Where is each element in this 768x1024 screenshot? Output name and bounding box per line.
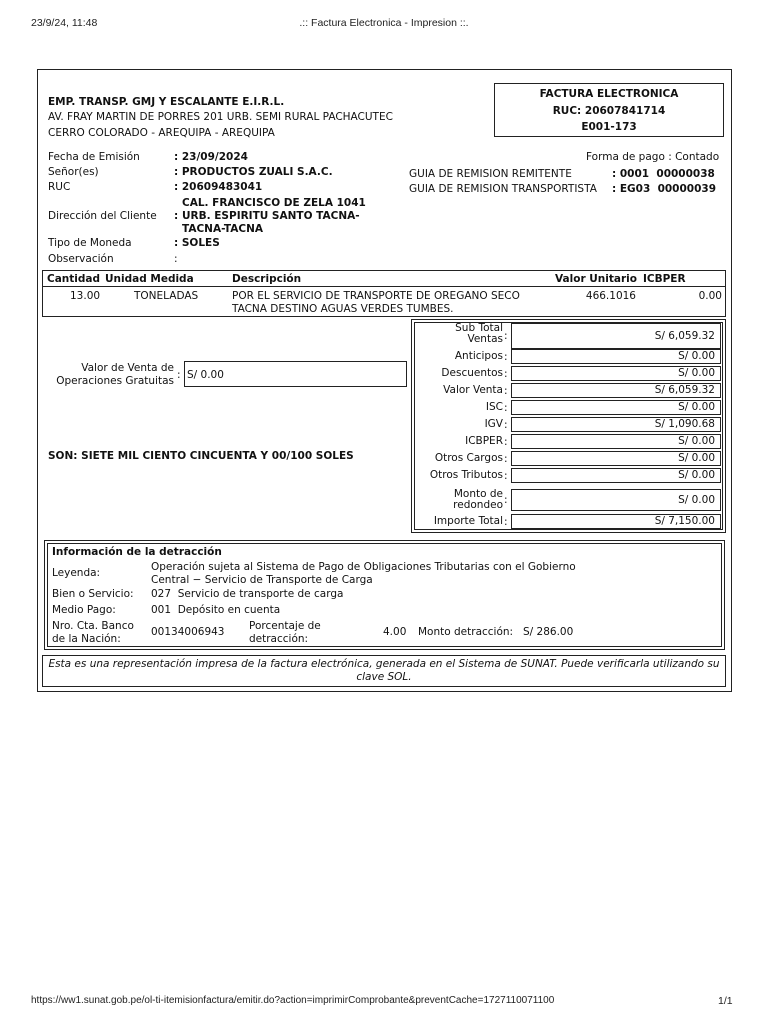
totals-colon: : [504, 350, 508, 363]
item-valor-unitario: 466.1016 [585, 290, 636, 302]
amount-in-words: SON: SIETE MIL CIENTO CINCUENTA Y 00/100 SOLES [48, 450, 354, 462]
direccion-label: Dirección del Cliente [48, 210, 157, 222]
totals-colon: : [504, 435, 508, 448]
totals-value: S/ 0.00 [511, 434, 721, 449]
totals-label: IGV [484, 418, 503, 430]
item-unidad: TONELADAS [134, 290, 199, 302]
fecha-label: Fecha de Emisión [48, 151, 140, 163]
totals-value: S/ 0.00 [511, 400, 721, 415]
issuer-city: CERRO COLORADO - AREQUIPA - AREQUIPA [48, 127, 275, 139]
medio-pago-label: Medio Pago: [52, 604, 116, 616]
items-header-descripcion: Descripción [232, 273, 302, 285]
totals-label: Importe Total [433, 515, 503, 527]
totals-colon: : [504, 452, 508, 465]
totals-value: S/ 1,090.68 [511, 417, 721, 432]
ruc-value: : 20609483041 [174, 181, 263, 193]
direccion-value: CAL. FRANCISCO DE ZELA 1041 URB. ESPIRITU SANTO TACNA- TACNA-TACNA [182, 197, 366, 235]
observacion-label: Observación [48, 253, 114, 265]
monto-detraccion-value: S/ 286.00 [523, 626, 574, 638]
totals-colon: : [504, 330, 508, 342]
document-ruc: RUC: 20607841714 [552, 104, 666, 117]
totals-label: Otros Tributos [429, 469, 503, 481]
totals-label: Sub Total Ventas [455, 322, 503, 345]
cuenta-value: 00134006943 [151, 626, 225, 638]
guia-transportista-value: : EG03 00000039 [612, 183, 717, 195]
item-descripcion: POR EL SERVICIO DE TRANSPORTE DE OREGANO SECO TACNA DESTINO AGUAS VERDES TUMBES. [232, 290, 520, 315]
moneda-value: : SOLES [174, 237, 220, 249]
items-header-unidad: Unidad Medida [105, 273, 194, 285]
items-header-icbper: ICBPER [643, 273, 686, 285]
forma-pago: Forma de pago : Contado [586, 151, 720, 163]
moneda-label: Tipo de Moneda [48, 237, 132, 249]
totals-value: S/ 0.00 [511, 468, 721, 483]
totals-label: ISC [485, 401, 503, 413]
gratuitas-value: S/ 0.00 [184, 361, 407, 387]
totals-label: Valor Venta [443, 384, 503, 396]
totals-value: S/ 6,059.32 [511, 383, 721, 398]
direccion-colon: : [174, 210, 179, 222]
senor-value: : PRODUCTOS ZUALI S.A.C. [174, 166, 333, 178]
guia-transportista-label: GUIA DE REMISION TRANSPORTISTA [409, 183, 597, 195]
porcentaje-value: 4.00 [383, 626, 407, 638]
totals-row [415, 399, 723, 416]
totals-colon: : [504, 418, 508, 431]
gratuitas-label: Valor de Venta de Operaciones Gratuitas [56, 362, 174, 387]
totals-colon: : [504, 401, 508, 414]
totals-row [415, 513, 723, 530]
totals-colon: : [504, 515, 508, 528]
bien-servicio-label: Bien o Servicio: [52, 588, 134, 600]
totals-colon: : [504, 384, 508, 397]
totals-label: Otros Cargos [434, 452, 503, 464]
totals-value: S/ 0.00 [511, 451, 721, 466]
item-icbper: 0.00 [698, 290, 722, 302]
document-title: FACTURA ELECTRONICA [539, 88, 679, 100]
item-cantidad: 13.00 [70, 290, 101, 302]
print-page-number: 1/1 [718, 995, 733, 1007]
totals-value: S/ 6,059.32 [511, 323, 721, 349]
porcentaje-label: Porcentaje de detracción: [249, 620, 321, 645]
items-header-cantidad: Cantidad [47, 273, 101, 285]
gratuitas-colon: : [177, 369, 181, 381]
senor-label: Señor(es) [48, 166, 99, 178]
bien-servicio-value: 027 Servicio de transporte de carga [151, 588, 344, 600]
leyenda-value: Operación sujeta al Sistema de Pago de Obligaciones Tributarias con el Gobierno Central − Servicio de Transporte de Carga [151, 561, 576, 586]
fecha-value: : 23/09/2024 [174, 151, 248, 163]
totals-row [415, 322, 723, 350]
totals-row [415, 382, 723, 399]
totals-colon: : [504, 494, 508, 506]
totals-colon: : [504, 469, 508, 482]
totals-row [415, 450, 723, 467]
document-box [494, 83, 724, 137]
observacion-value: : [174, 253, 178, 265]
totals-row [415, 365, 723, 382]
items-header-valor: Valor Unitario [555, 273, 637, 285]
totals-value: S/ 0.00 [511, 349, 721, 364]
totals-value: S/ 0.00 [511, 366, 721, 381]
cuenta-label: Nro. Cta. Banco de la Nación: [52, 620, 134, 645]
totals-row [415, 348, 723, 365]
totals-colon: : [504, 367, 508, 380]
print-page-title: .:: Factura Electronica - Impresion ::. [299, 17, 469, 29]
leyenda-label: Leyenda: [52, 567, 101, 579]
guia-remitente-value: : 0001 00000038 [612, 168, 715, 180]
print-url: https://ww1.sunat.gob.pe/ol-ti-itemisionfactura/emitir.do?action=imprimirComprobante&preventCache=1727110071100 [31, 995, 555, 1006]
medio-pago-value: 001 Depósito en cuenta [151, 604, 281, 616]
totals-label: Monto de redondeo [453, 488, 503, 511]
guia-remitente-label: GUIA DE REMISION REMITENTE [409, 168, 572, 180]
totals-row [415, 416, 723, 433]
totals-label: ICBPER [465, 435, 503, 447]
issuer-address: AV. FRAY MARTIN DE PORRES 201 URB. SEMI RURAL PACHACUTEC [48, 111, 393, 123]
monto-detraccion-label: Monto detracción: [418, 626, 514, 638]
totals-label: Descuentos [441, 367, 503, 379]
totals-row [415, 433, 723, 450]
totals-row [415, 488, 723, 512]
totals-value: S/ 7,150.00 [511, 514, 721, 529]
footer-note: Esta es una representación impresa de la factura electrónica, generada en el Sistema de SUNAT. Puede verificarla utilizando su clave SOL. [48, 658, 720, 683]
totals-value: S/ 0.00 [511, 489, 721, 511]
issuer-name: EMP. TRANSP. GMJ Y ESCALANTE E.I.R.L. [48, 96, 285, 108]
document-number: E001-173 [581, 121, 637, 133]
totals-row [415, 467, 723, 484]
totals-label: Anticipos [454, 350, 503, 362]
print-datetime: 23/9/24, 11:48 [31, 17, 98, 29]
items-header-divider [43, 286, 725, 287]
detraccion-title: Información de la detracción [52, 546, 222, 558]
ruc-label: RUC [48, 181, 71, 193]
